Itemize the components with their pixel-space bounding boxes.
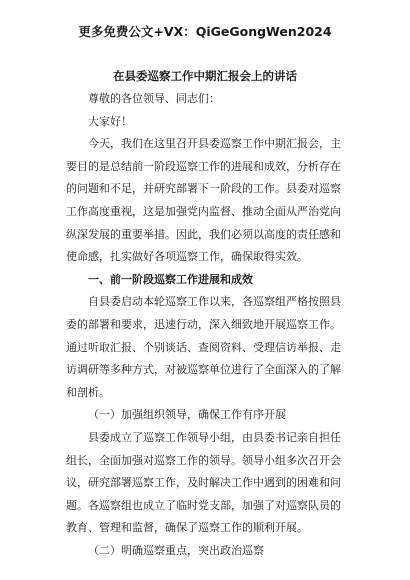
paragraph-line: 要目的是总结前一阶段巡察工作的进展和成效，分析存在: [66, 159, 341, 173]
section-heading: 一、前一阶段巡察工作进展和成效: [88, 272, 253, 286]
paragraph-line: 组长，全面加强对巡察工作的领导。领导小组多次召开会: [66, 453, 341, 467]
paragraph-line: 纵深发展的重要举措。因此，我们必须以高度的责任感和: [66, 227, 341, 241]
paragraph-line: 题。各巡察组也成立了临时党支部，加强了对巡察队员的: [66, 498, 341, 512]
paragraph-line: 和剖析。: [66, 385, 110, 399]
subsection-heading: （一）加强组织领导，确保工作有序开展: [88, 408, 286, 422]
paragraph-line: 访调研等多种方式，对被巡察单位进行了全面深入的了解: [66, 363, 341, 377]
paragraph-line: 通过听取汇报、个别谈话、查阅资料、受理信访举报、走: [66, 340, 341, 354]
paragraph-line: 议，研究部署巡察工作，及时解决工作中遇到的困难和问: [66, 476, 341, 490]
promo-banner: 更多免费公文+VX：QiGeGongWen2024: [78, 24, 332, 39]
speech-title: 在县委巡察工作中期汇报会上的讲话: [113, 69, 297, 83]
paragraph-line: 自县委启动本轮巡察工作以来，各巡察组严格按照县: [88, 295, 341, 309]
paragraph-line: 委的部署和要求，迅速行动，深入细致地开展巡察工作。: [66, 317, 341, 331]
subsection-heading: （二）明确巡察重点，突出政治巡察: [88, 543, 264, 557]
greeting-line: 大家好！: [88, 114, 132, 128]
paragraph-line: 的问题和不足，并研究部署下一阶段的工作。县委对巡察: [66, 182, 341, 196]
paragraph-line: 教育、管理和监督，确保了巡察工作的顺利开展。: [66, 521, 308, 535]
salutation-line: 尊敬的各位领导、同志们：: [88, 92, 220, 105]
paragraph-line: 今天，我们在这里召开县委巡察工作中期汇报会，主: [88, 137, 341, 151]
paragraph-line: 县委成立了巡察工作领导小组，由县委书记亲自担任: [88, 430, 341, 444]
document-body: [66, 88, 350, 562]
paragraph-line: 使命感，扎实做好各项巡察工作，确保取得实效。: [66, 250, 308, 264]
paragraph-line: 工作高度重视，这是加强党内监督、推动全面从严治党向: [66, 204, 341, 218]
